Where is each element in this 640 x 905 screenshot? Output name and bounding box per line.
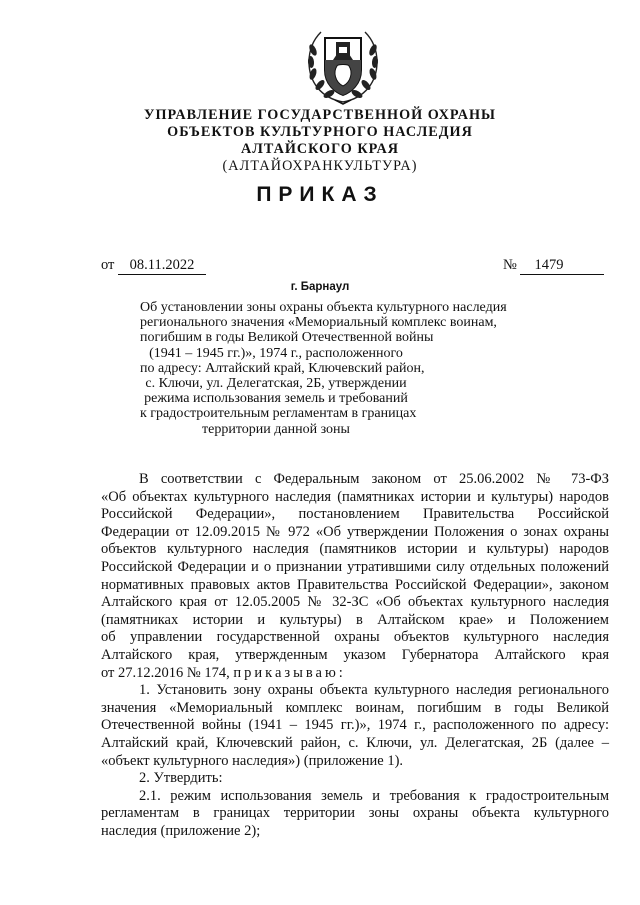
- subject-line: с. Ключи, ул. Делегатская, 2Б, утверждении: [145, 376, 407, 392]
- preamble-line: «Об объектах культурного наследия (памятниках истории и культуры) народов: [101, 488, 609, 505]
- preamble-line: Федерации от 12.09.2015 № 972 «Об утверждении Положения о зонах охраны: [101, 523, 609, 540]
- item-2-1-line: регламентам в границах территории зоны охраны объекта культурного: [101, 805, 609, 822]
- agency-name-line-2: ОБЪЕКТОВ КУЛЬТУРНОГО НАСЛЕДИЯ: [167, 124, 473, 140]
- document-type-title: ПРИКАЗ: [256, 183, 384, 206]
- order-word: приказываю:: [233, 664, 346, 681]
- date-value: 08.11.2022: [118, 257, 206, 275]
- preamble-line: Российской Федерации и о признании утратившими силу отдельных положений: [101, 558, 609, 575]
- subject-line: регионального значения «Мемориальный комплекс воинам,: [140, 315, 497, 331]
- number-prefix: №: [503, 257, 517, 273]
- preamble-last-line: [101, 665, 609, 683]
- subject-line: режима использования земель и требований: [144, 391, 408, 407]
- preamble-line: объектов культурного наследия (памятников истории и культуры) народов: [101, 541, 609, 558]
- item-1-line: Отечественной войны (1941 – 1945 гг.)», 1974 г., расположенного по адресу:: [101, 717, 609, 734]
- altai-krai-coat-of-arms-emblem: [299, 20, 387, 108]
- item-1-line: «объект культурного наследия») (приложение 1).: [101, 752, 404, 769]
- item-1-line: значения «Мемориальный комплекс воинам, погибшим в годы Великой: [101, 699, 609, 716]
- item-2-line: 2. Утвердить:: [139, 770, 223, 787]
- subject-line: погибшим в годы Великой Отечественной войны: [140, 330, 434, 346]
- number-value: 1479: [520, 257, 604, 275]
- preamble-line: Алтайского края от 12.05.2005 № 32-ЗС «Об объектах культурного наследия: [101, 594, 609, 611]
- subject-line: территории данной зоны: [202, 421, 350, 437]
- preamble-line: Российской Федерации», постановлением Правительства Российской: [101, 506, 609, 523]
- preamble-ending: от 27.12.2016 № 174,: [101, 664, 230, 681]
- item-1-line: Алтайский край, Ключевский район, с. Ключи, ул. Делегатская, 2Б (далее –: [101, 734, 609, 751]
- agency-abbreviation: (АЛТАЙОХРАНКУЛЬТУРА): [222, 158, 418, 174]
- order-number: [503, 257, 604, 275]
- subject-line: к градостроительным регламентам в границах: [140, 406, 417, 422]
- preamble-line: нормативных правовых актов Правительства Российской Федерации», законом: [101, 576, 609, 593]
- agency-name-line-3: АЛТАЙСКОГО КРАЯ: [241, 141, 399, 157]
- preamble-line: В соответствии с Федеральным законом от 25.06.2002 № 73-ФЗ: [139, 471, 609, 487]
- item-2-1-line: 2.1. режим использования земель и требования к градостроительным: [139, 787, 609, 804]
- preamble-line: об управлении государственной охраны объектов культурного наследия: [101, 629, 609, 646]
- item-1-line: 1. Установить зону охраны объекта культурного наследия регионального: [139, 682, 609, 699]
- order-date: [101, 257, 206, 275]
- subject-line: (1941 – 1945 гг.)», 1974 г., расположенного: [149, 345, 403, 361]
- order-body: [101, 471, 609, 840]
- city-of-issue: г. Барнаул: [290, 281, 350, 293]
- preamble-line: Алтайского края, утвержденным указом Губернатора Алтайского края: [101, 646, 609, 663]
- order-subject: [140, 300, 507, 437]
- agency-header: [0, 107, 640, 175]
- preamble-line: (памятниках истории и культуры) в Алтайском крае» и Положением: [101, 611, 609, 628]
- date-prefix: от: [101, 257, 115, 273]
- subject-line: Об установлении зоны охраны объекта культурного наследия: [140, 300, 507, 315]
- item-2-1-line: наследия (приложение 2);: [101, 822, 261, 839]
- subject-line: по адресу: Алтайский край, Ключевский район,: [140, 360, 425, 376]
- agency-name-line-1: УПРАВЛЕНИЕ ГОСУДАРСТВЕННОЙ ОХРАНЫ: [144, 107, 496, 123]
